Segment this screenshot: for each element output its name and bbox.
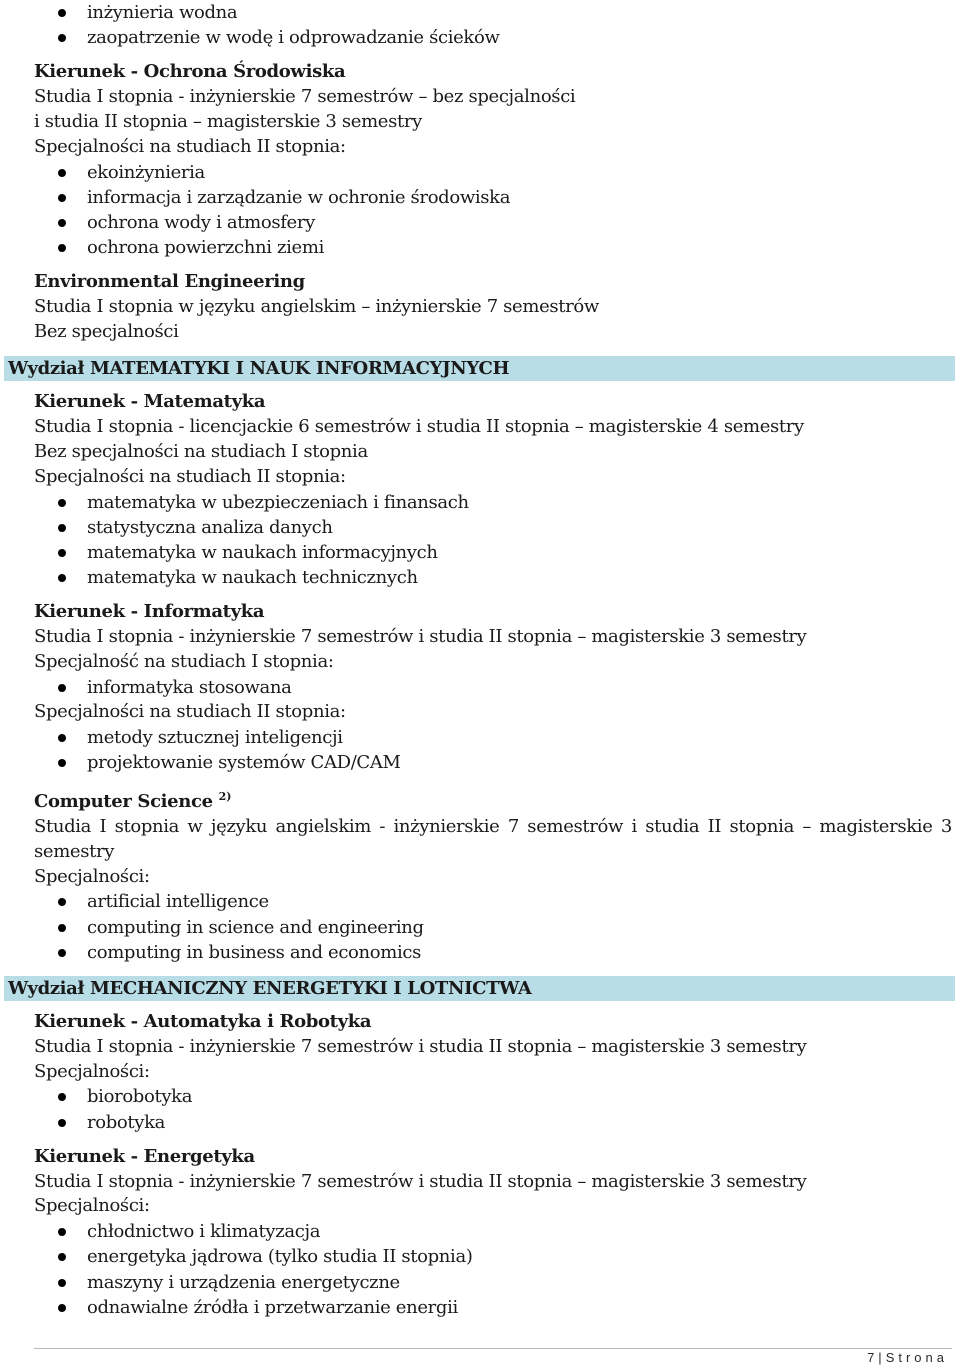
study-info: Studia I stopnia w języku angielskim - inżynierskie 7 semestrów i studia II stopnia – magisterskie 3 semestry [34,815,952,862]
list-item: chłodnictwo i klimatyzacja [0,1219,960,1244]
section-title: Kierunek - Automatyka i Robotyka [34,1010,372,1032]
specialization-label: Specjalności na studiach II stopnia: [34,135,346,157]
top-bullet-list [0,0,960,50]
list-item: computing in business and economics [0,940,960,965]
study-info: Studia I stopnia - inżynierskie 7 semestrów – bez specjalności [34,86,576,108]
section-energetyka [0,1145,960,1320]
list-item: informacja i zarządzanie w ochronie środowiska [0,185,960,210]
section-title-text: Computer Science [34,790,213,812]
specialization-list [0,490,960,590]
study-info: i studia II stopnia – magisterskie 3 semestry [34,111,422,132]
study-info: Bez specjalności [34,321,179,342]
specialization-label: Specjalności: [34,1195,150,1217]
list-item: ochrona wody i atmosfery [0,210,960,235]
list-item: odnawialne źródła i przetwarzanie energii [0,1295,960,1320]
list-item: informatyka stosowana [0,675,960,700]
list-item: projektowanie systemów CAD/CAM [0,750,960,775]
section-title: Kierunek - Matematyka [34,390,266,412]
footer-divider [34,1348,952,1349]
page-number-label [867,1350,948,1365]
section-title: Kierunek - Energetyka [34,1145,255,1167]
list-item: matematyka w naukach informacyjnych [0,540,960,565]
study-info: Studia I stopnia - inżynierskie 7 semestrów i studia II stopnia – magisterskie 3 semestry [34,1170,807,1192]
page-footer [0,1348,960,1364]
specialization-label: Specjalności na studiach II stopnia: [34,465,346,487]
list-item: robotyka [0,1110,960,1135]
list-item: artificial intelligence [0,889,960,914]
page-number: 7 [867,1350,879,1365]
page-word: Strona [885,1350,948,1365]
section-informatyka [0,600,960,775]
study-info: Studia I stopnia - licencjackie 6 semestrów i studia II stopnia – magisterskie 4 semestry [34,415,804,437]
page-separator: | [878,1350,886,1365]
section-title [0,785,960,815]
list-item: matematyka w ubezpieczeniach i finansach [0,490,960,515]
specialization-list [0,160,960,260]
section-ochrona-srodowiska [0,60,960,260]
list-item: ekoinżynieria [0,160,960,185]
section-title: Kierunek - Ochrona Środowiska [34,61,346,83]
faculty-header: Wydział MATEMATYKI I NAUK INFORMACYJNYCH [4,356,955,381]
faculty-header: Wydział MECHANICZNY ENERGETYKI I LOTNICTWA [4,976,955,1001]
list-item: metody sztucznej inteligencji [0,725,960,750]
specialization-list [0,725,960,775]
study-info: Bez specjalności na studiach I stopnia [34,440,368,462]
study-info: Studia I stopnia - inżynierskie 7 semestrów i studia II stopnia – magisterskie 3 semestry [34,1035,807,1057]
specialization-list [0,1084,960,1134]
specialization-label: Specjalności: [34,1060,150,1082]
footnote-marker: 2) [218,789,232,803]
section-automatyka-robotyka [0,1010,960,1135]
list-item: inżynieria wodna [0,0,960,25]
specialization-label: Specjalność na studiach I stopnia: [34,650,334,672]
section-title: Kierunek - Informatyka [34,600,265,622]
list-item: computing in science and engineering [0,915,960,940]
specialization-label: Specjalności: [34,865,150,887]
list-item: ochrona powierzchni ziemi [0,235,960,260]
section-matematyka [0,390,960,590]
list-item: energetyka jądrowa (tylko studia II stopnia) [0,1244,960,1269]
list-item: statystyczna analiza danych [0,515,960,540]
list-item: zaopatrzenie w wodę i odprowadzanie ścieków [0,25,960,50]
list-item: biorobotyka [0,1084,960,1109]
section-title: Environmental Engineering [34,271,305,293]
section-environmental-engineering [0,270,960,345]
list-item: matematyka w naukach technicznych [0,565,960,590]
list-item: maszyny i urządzenia energetyczne [0,1270,960,1295]
specialization-list [0,1219,960,1319]
study-info: Studia I stopnia - inżynierskie 7 semestrów i studia II stopnia – magisterskie 3 semestry [34,625,807,647]
section-computer-science [0,785,960,965]
specialization-list [0,889,960,964]
specialization-label: Specjalności na studiach II stopnia: [34,700,346,722]
study-info: Studia I stopnia w języku angielskim – inżynierskie 7 semestrów [34,296,599,318]
specialization-list [0,675,960,700]
